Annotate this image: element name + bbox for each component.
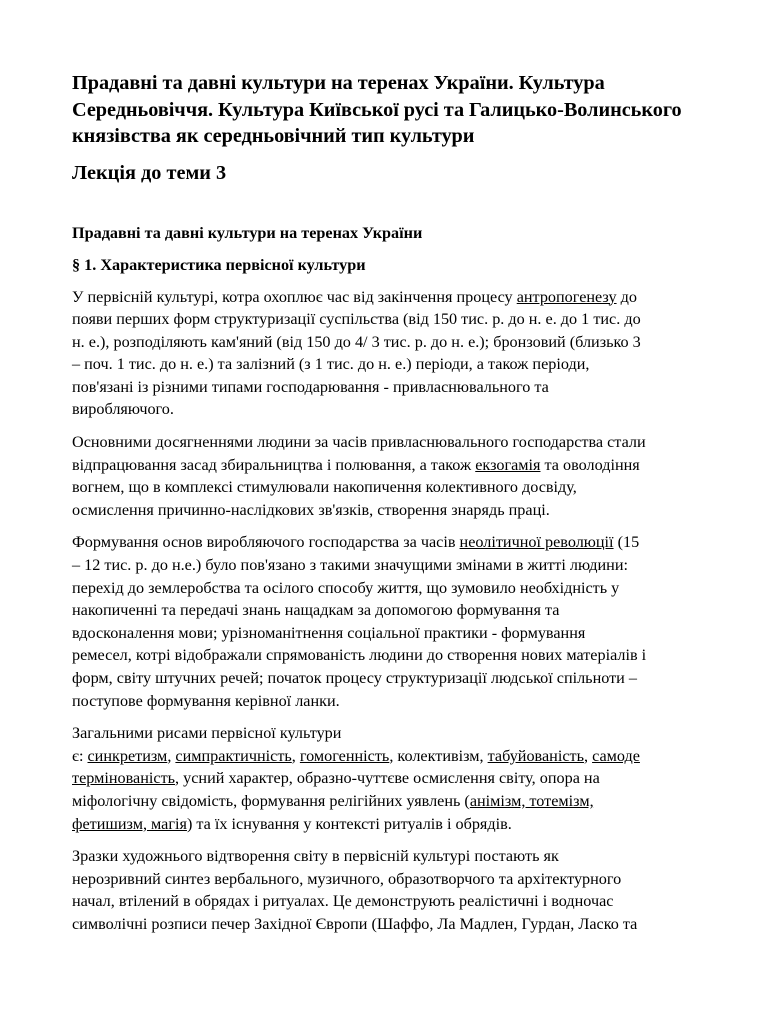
text-run: , усний характер, образно-чуттєве осмислення світу, опора на	[175, 769, 600, 788]
title-line: Середньовіччя. Культура Київської русі та Галицько-Волинського	[72, 98, 682, 121]
text-run: ,	[167, 746, 176, 765]
paragraph-5	[72, 845, 700, 935]
paragraph-line: ремесел, котрі відображали спрямованість людини до створення нових матеріалів і	[72, 646, 647, 665]
text-run: Формування основ виробляючого господарства за часів	[72, 533, 460, 552]
text-run: ,	[583, 746, 593, 765]
subsection-heading: § 1. Характеристика первісної культури	[72, 255, 366, 274]
term-link-tabooness[interactable]: табуйованість	[487, 746, 584, 765]
term-link-syncretism[interactable]: синкретизм	[87, 746, 168, 765]
term-link-exogamy[interactable]: екзогамія	[475, 455, 541, 474]
paragraph-line: осмислення причинно-наслідкових зв'язків, створення знарядь праці.	[72, 500, 550, 519]
paragraph-3	[72, 531, 700, 712]
paragraph-line: Зразки художнього відтворення світу в первісній культурі постають як	[72, 847, 559, 866]
paragraph-4	[72, 722, 700, 835]
paragraph-line: перехід до землеробства та осілого способу життя, що зумовило необхідність у	[72, 578, 620, 597]
title-line: князівства як середньовічний тип культури	[72, 125, 475, 147]
paragraph-line	[72, 745, 700, 768]
paragraph-line: накопиченні та передачі знань нащадкам за допомогою формування та	[72, 601, 560, 620]
text-run: (15	[613, 533, 640, 552]
document-page	[72, 70, 700, 936]
term-link-animism-totemism[interactable]: анімізм, тотемізм,	[469, 791, 594, 810]
paragraph-line: Основними досягненнями людини за часів привласнювального господарства стали	[72, 433, 646, 452]
paragraph-line: Загальними рисами первісної культури	[72, 724, 342, 743]
text-run: У первісній культурі, котра охоплює час від закінчення процесу	[72, 287, 517, 306]
text-run: до	[616, 287, 637, 306]
paragraph-line: нерозривний синтез вербального, музичного, образотворчого та архітектурного	[72, 869, 622, 888]
paragraph-2	[72, 431, 700, 521]
term-link-self-determination[interactable]: самоде	[592, 746, 640, 765]
text-run: ,	[291, 746, 300, 765]
paragraph-line: символічні розписи печер Західної Європи (Шаффо, Ла Мадлен, Гурдан, Ласко та	[72, 914, 638, 933]
paragraph-line: вдосконалення мови; урізноманітнення соціальної практики - формування	[72, 623, 586, 642]
term-link-homogeneity[interactable]: гомогенність	[299, 746, 390, 765]
paragraph-line: вогнем, що в комплексі стимулювали накопичення колективного досвіду,	[72, 478, 577, 497]
term-link-anthropogenesis[interactable]: антропогенезу	[516, 287, 617, 306]
text-run: міфологічну свідомість, формування релігійних уявлень (	[72, 791, 470, 810]
term-link-sympracticality[interactable]: симпрактичність	[175, 746, 292, 765]
paragraph-line: форм, світу штучних речей; початок процесу структуризації людської спільноти –	[72, 669, 637, 687]
text-run: відпрацювання засад збиральництва і полювання, а також	[72, 455, 476, 474]
text-run: ) та їх існування у контексті ритуалів і обрядів.	[186, 814, 512, 833]
paragraph-line: н. е.), розподіляють кам'яний (від 150 до 4/ 3 тис. р. до н. е.); бронзовий (близько 3	[72, 332, 641, 351]
paragraph-1	[72, 286, 700, 422]
section-heading: Прадавні та давні культури на теренах України	[72, 223, 423, 242]
lecture-label: Лекція до теми 3	[72, 161, 227, 184]
term-link-fetishism-magic[interactable]: фетишизм, магія	[72, 814, 187, 833]
paragraph-line: пов'язані із різними типами господарювання - привласнювального та	[72, 377, 549, 396]
paragraph-line: – поч. 1 тис. до н. е.) та залізний (з 1 тис. до н. е.) періоди, а також періоди,	[72, 355, 590, 374]
paragraph-line: появи перших форм структуризації суспільства (від 150 тис. р. до н. е. до 1 тис. до	[72, 310, 641, 329]
paragraph-line	[72, 767, 700, 790]
text-run: , колективізм,	[389, 746, 488, 765]
title-line: Прадавні та давні культури на теренах України. Культура	[72, 72, 605, 94]
paragraph-line	[72, 790, 700, 813]
term-link-neolithic-revolution[interactable]: неолітичної революції	[459, 533, 614, 552]
paragraph-line	[72, 813, 700, 836]
paragraph-line: – 12 тис. р. до н.е.) було пов'язано з такими значущими змінами в житті людини:	[72, 556, 628, 575]
paragraph-line	[72, 454, 700, 477]
paragraph-line	[72, 531, 700, 554]
term-link-self-determination[interactable]: термінованість	[72, 769, 176, 788]
document-title	[72, 70, 700, 150]
text-run: та оволодіння	[540, 455, 640, 474]
text-run: є:	[72, 746, 88, 765]
paragraph-line	[72, 286, 700, 309]
paragraph-line: поступове формування керівної ланки.	[72, 691, 340, 710]
paragraph-line: виробляючого.	[72, 400, 174, 419]
paragraph-line: начал, втілений в обрядах і ритуалах. Це демонструють реалістичні і водночас	[72, 892, 614, 911]
